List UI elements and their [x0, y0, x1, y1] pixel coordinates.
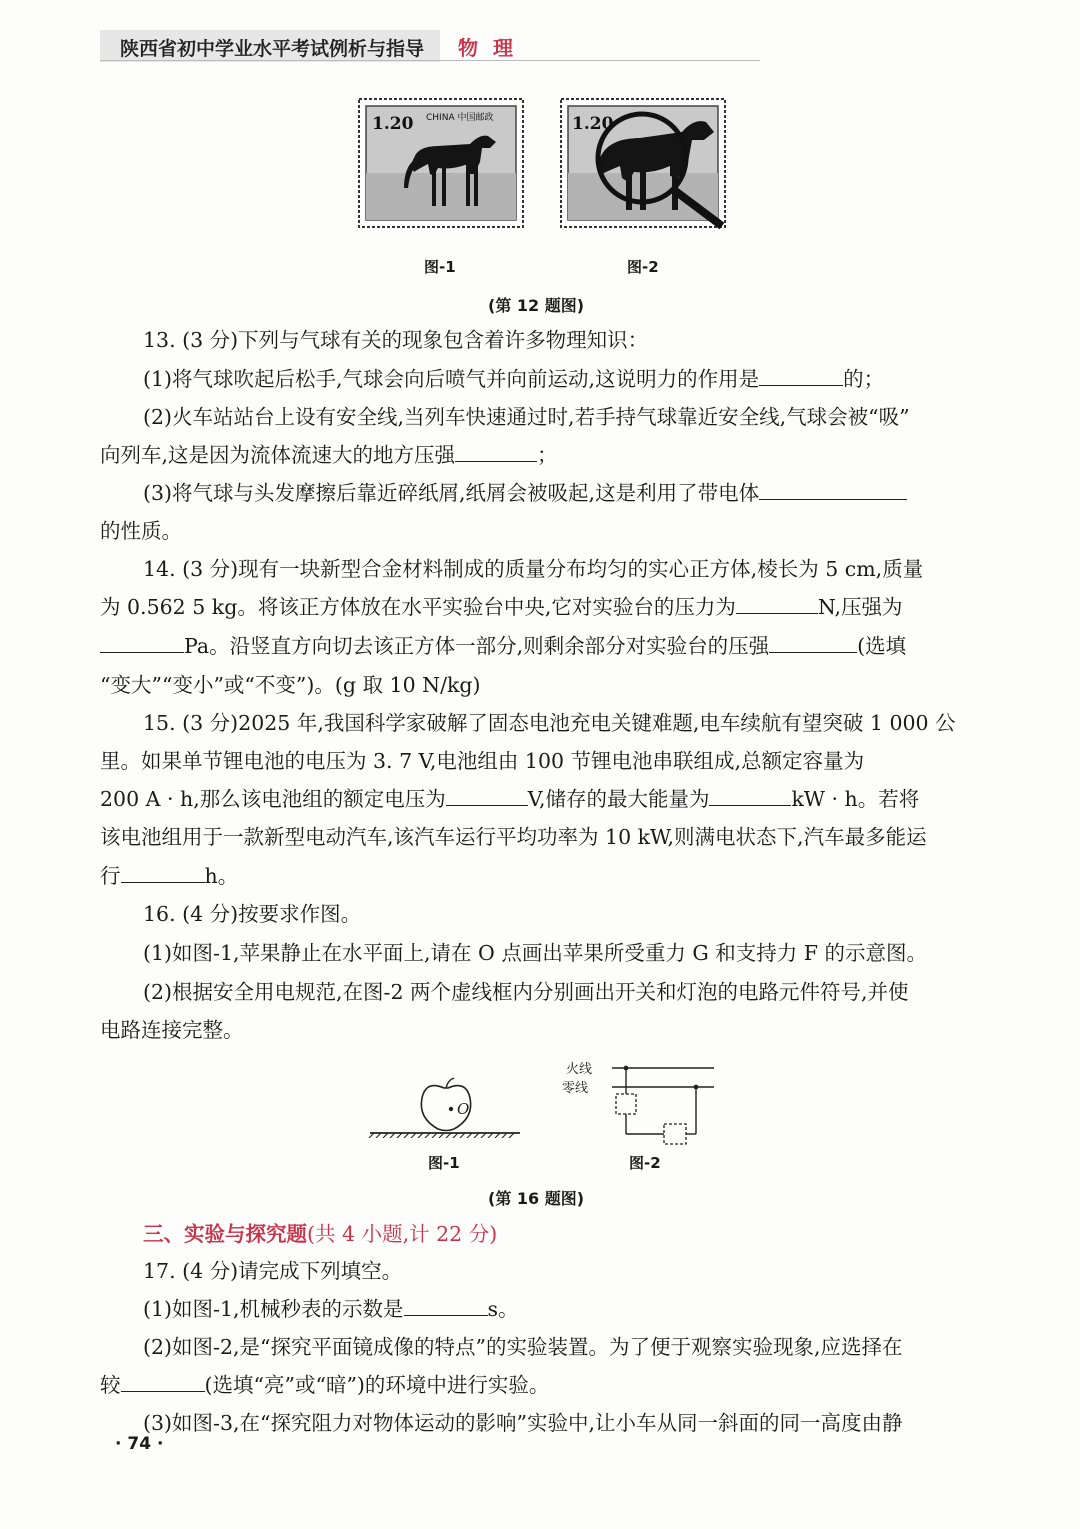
q13-blank-3[interactable]: [759, 481, 907, 500]
q15-line-4: 该电池组用于一款新型电动汽车,该汽车运行平均功率为 10 kW,则满电状态下,汽车最多能运: [100, 825, 927, 849]
q13-part3-tail: 的性质。: [100, 519, 182, 543]
fig12-label-2: 图-2: [627, 258, 659, 276]
q13-part2-tail: ；: [537, 443, 558, 467]
q17-part2-text: 较: [100, 1373, 121, 1397]
q17-part1-text: (1)如图-1,机械秒表的示数是: [143, 1297, 404, 1321]
q14-line-2: [100, 592, 980, 622]
q14-line-3-text: Pa。沿竖直方向切去该正方体一部分,则剩余部分对实验台的压强: [184, 634, 770, 658]
q15-line-3-mid: V,储存的最大能量为: [527, 787, 710, 811]
q17-part3: (3)如图-3,在“探究阻力对物体运动的影响”实验中,让小车从同一斜面的同一高度由静: [143, 1411, 903, 1435]
q14-line-4: “变大”“变小”或“不变”)。(g 取 10 N/kg): [100, 673, 481, 697]
fig12-label-1: 图-1: [424, 258, 456, 276]
fig16-label-1: 图-1: [428, 1154, 460, 1172]
q15-blank-1[interactable]: [446, 787, 528, 806]
q16-part2-cont: 电路连接完整。: [100, 1018, 244, 1042]
q13-stem: 13. (3 分)下列与气球有关的现象包含着许多物理知识：: [143, 328, 649, 352]
q14-line-3-tail: (选填: [857, 634, 907, 658]
subject-title: 物 理: [458, 36, 517, 60]
book-title: 陕西省初中学业水平考试例析与指导: [120, 38, 425, 60]
q15-line-3: [100, 784, 980, 814]
stamp-1-value: 1.20: [372, 114, 414, 134]
q17-part1: [143, 1294, 980, 1324]
page-number: · 74 ·: [115, 1434, 164, 1454]
q14-line-2-tail: N,压强为: [817, 595, 903, 619]
fig16-label-2: 图-2: [629, 1154, 661, 1172]
q13-part1: [143, 364, 980, 394]
dashed-box-1[interactable]: [616, 1094, 636, 1114]
stamp-figure-1: [358, 98, 524, 228]
q15-line-5: [100, 861, 980, 891]
q14-blank-1[interactable]: [736, 595, 818, 614]
q14-line-3: [100, 631, 980, 661]
q13-part1-text: (1)将气球吹起后松手,气球会向后喷气并向前运动,这说明力的作用是: [143, 367, 760, 391]
q17-part1-tail: s。: [487, 1297, 519, 1321]
q15-line-5-tail: h。: [204, 864, 239, 888]
q15-line-3-text: 200 A · h,那么该电池组的额定电压为: [100, 787, 446, 811]
q13-blank-2[interactable]: [455, 443, 537, 462]
q16-part2: (2)根据安全用电规范,在图-2 两个虚线框内分别画出开关和灯泡的电路元件符号,并使: [143, 980, 909, 1004]
stamp-figure-2: [560, 98, 728, 232]
q17-part2: (2)如图-2,是“探究平面镜成像的特点”的实验装置。为了便于观察实验现象,应选择在: [143, 1335, 903, 1359]
q14-line-1: 14. (3 分)现有一块新型合金材料制成的质量分布均匀的实心正方体,棱长为 5 cm,质量: [143, 557, 924, 581]
q13-part2: (2)火车站站台上设有安全线,当列车快速通过时,若手持气球靠近安全线,气球会被“吸”: [143, 405, 910, 429]
q15-line-3-tail: kW · h。若将: [791, 787, 920, 811]
live-wire-label: 火线: [566, 1062, 593, 1077]
q15-blank-3[interactable]: [121, 864, 205, 883]
neutral-wire-label: 零线: [562, 1081, 589, 1096]
q17-part2-cont: [100, 1370, 980, 1400]
q13-part3: [143, 478, 980, 508]
fig16-caption: (第 16 题图): [488, 1189, 585, 1208]
fig12-caption: (第 12 题图): [488, 296, 585, 315]
stamp-2-value: 1.20: [572, 114, 614, 134]
q17-blank-1[interactable]: [404, 1297, 488, 1316]
circuit-figure: [560, 1054, 720, 1148]
q14-blank-3[interactable]: [769, 634, 857, 653]
q15-blank-2[interactable]: [709, 787, 791, 806]
q13-part2-text: 向列车,这是因为流体流速大的地方压强: [100, 443, 456, 467]
q16-stem: 16. (4 分)按要求作图。: [143, 902, 362, 926]
q13-blank-1[interactable]: [759, 367, 843, 386]
q17-blank-2[interactable]: [121, 1373, 205, 1392]
section-3-detail: (共 4 小题,计 22 分): [307, 1222, 498, 1246]
q17-stem: 17. (4 分)请完成下列填空。: [143, 1259, 403, 1283]
q13-part2-cont: [100, 440, 980, 470]
dashed-box-2[interactable]: [664, 1124, 686, 1144]
stamp-1-country: CHINA 中国邮政: [426, 113, 494, 123]
point-o-label: O: [457, 1100, 470, 1118]
q15-line-5-text: 行: [100, 864, 121, 888]
point-o: [449, 1107, 453, 1111]
section-3-heading: [143, 1219, 980, 1249]
q15-line-2: 里。如果单节锂电池的电压为 3. 7 V,电池组由 100 节锂电池串联组成,总额定容量为: [100, 749, 865, 773]
apple-figure: [368, 1074, 523, 1138]
q13-part1-tail: 的；: [843, 367, 885, 391]
section-3-title: 三、实验与探究题: [143, 1222, 307, 1246]
q14-blank-2[interactable]: [100, 634, 184, 653]
q16-part1: (1)如图-1,苹果静止在水平面上,请在 O 点画出苹果所受重力 G 和支持力 F 的示意图。: [143, 941, 928, 965]
q13-part3-text: (3)将气球与头发摩擦后靠近碎纸屑,纸屑会被吸起,这是利用了带电体: [143, 481, 760, 505]
q14-line-2-text: 为 0.562 5 kg。将该正方体放在水平实验台中央,它对实验台的压力为: [100, 595, 736, 619]
header-divider: [100, 60, 760, 61]
q15-line-1: 15. (3 分)2025 年,我国科学家破解了固态电池充电关键难题,电车续航有望突破 1 000 公: [143, 711, 956, 735]
q17-part2-tail: (选填“亮”或“暗”)的环境中进行实验。: [204, 1373, 550, 1397]
